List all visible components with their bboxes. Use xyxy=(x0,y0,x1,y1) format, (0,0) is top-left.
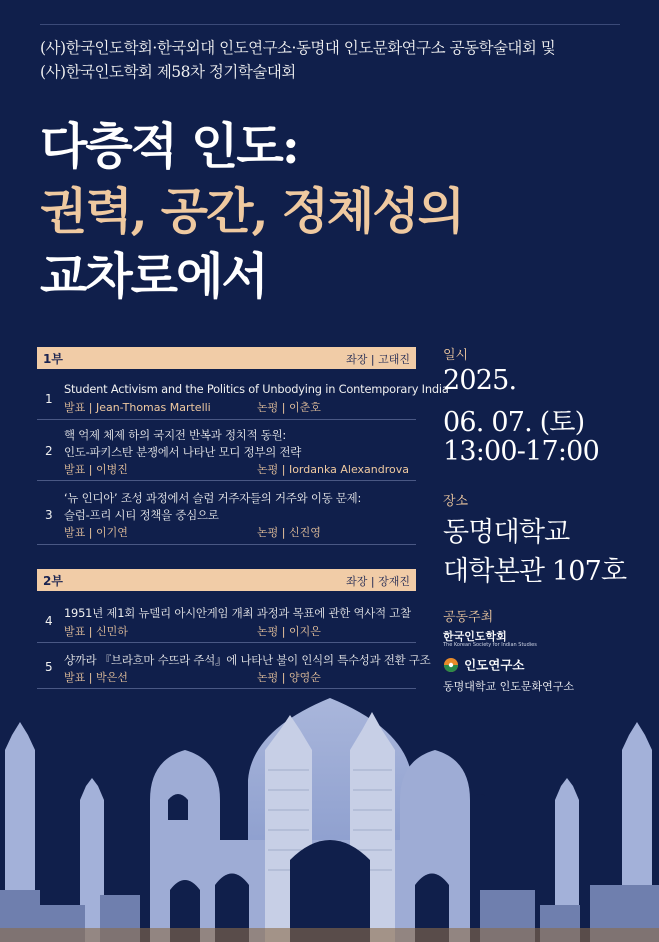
session-1-header xyxy=(37,347,416,369)
place-label: 장소 xyxy=(443,494,469,509)
item-title: 샹까라 『브라흐마 수뜨라 주석』에 나타난 불이 인식의 특수성과 전환 구조 xyxy=(64,653,431,667)
program-item-3 xyxy=(37,480,416,545)
india-institute-logo-icon xyxy=(443,657,459,673)
item-presenter: 발표 | 이기연 xyxy=(64,526,128,539)
program-item-5 xyxy=(37,642,431,689)
program-item-2 xyxy=(37,419,416,481)
session-2-header xyxy=(37,569,416,591)
item-presenter: 발표 | 이병진 xyxy=(64,463,128,476)
item-discussant: 논평 | 양영순 xyxy=(257,671,321,684)
place-line-2: 대학본관 107호 xyxy=(443,556,627,587)
item-title-2: 슬럼-프리 시티 정책을 중심으로 xyxy=(64,508,219,522)
item-title: ‘뉴 인디아’ 조성 과정에서 슬럼 거주자들의 거주와 이동 문제: xyxy=(64,491,362,505)
session-2-chair: 좌장 | 장재진 xyxy=(346,575,410,588)
item-number: 4 xyxy=(45,614,53,628)
rooftops xyxy=(0,928,659,942)
header-line-2: (사)한국인도학회 제58차 정기학술대회 xyxy=(40,63,296,81)
date-day: 06. 07. (토) xyxy=(443,407,585,438)
item-number: 3 xyxy=(45,508,53,522)
date-time: 13:00-17:00 xyxy=(443,436,599,467)
skyline-illustration xyxy=(0,690,659,942)
date-year: 2025. xyxy=(443,365,517,396)
item-title-2: 인도-파키스탄 분쟁에서 나타난 모디 정부의 전략 xyxy=(64,445,302,459)
item-discussant: 논평 | 이지은 xyxy=(257,625,321,638)
host-label: 공동주최 xyxy=(443,610,494,625)
title-line-3: 교차로에서 xyxy=(40,247,267,305)
session-1-label: 1부 xyxy=(43,352,63,366)
item-discussant: 논평 | 신진영 xyxy=(257,526,321,539)
item-discussant: 논평 | 이춘호 xyxy=(257,401,321,414)
org-kssis-subtitle: The Korean Society for Indian Studies xyxy=(443,642,537,648)
org-india-institute-name: 인도연구소 xyxy=(464,657,525,673)
top-divider xyxy=(40,24,620,25)
item-title: 핵 억제 체제 하의 국지전 반복과 정치적 동원: xyxy=(64,428,287,442)
session-1-chair: 좌장 | 고태진 xyxy=(346,353,410,366)
item-presenter: 발표 | 박은선 xyxy=(64,671,128,684)
place-line-1: 동명대학교 xyxy=(443,517,570,548)
title-line-2: 권력, 공간, 정체성의 xyxy=(40,182,463,240)
org-dongmyung-institute: 동명대학교 인도문화연구소 xyxy=(443,680,575,693)
org-kssis-name: 한국인도학회 xyxy=(443,630,507,643)
item-title: 1951년 제1회 뉴델리 아시안게임 개최 과정과 목표에 관한 역사적 고찰 xyxy=(64,606,411,620)
item-number: 1 xyxy=(45,392,53,406)
item-title: Student Activism and the Politics of Unbodying in Contemporary India xyxy=(64,382,449,396)
item-number: 2 xyxy=(45,444,53,458)
program-item-4 xyxy=(37,596,416,643)
item-presenter: 발표 | Jean-Thomas Martelli xyxy=(64,401,211,414)
session-2-label: 2부 xyxy=(43,574,63,588)
item-discussant: 논평 | Iordanka Alexandrova xyxy=(257,463,409,476)
org-india-institute xyxy=(443,654,524,674)
item-presenter: 발표 | 신민하 xyxy=(64,625,128,638)
title-line-1: 다층적 인도: xyxy=(40,117,298,175)
item-number: 5 xyxy=(45,660,53,674)
date-label: 일시 xyxy=(443,348,469,363)
header-line-1: (사)한국인도학회·한국외대 인도연구소·동명대 인도문화연구소 공동학술대회 및 xyxy=(40,39,556,57)
program-item-1 xyxy=(37,372,449,420)
